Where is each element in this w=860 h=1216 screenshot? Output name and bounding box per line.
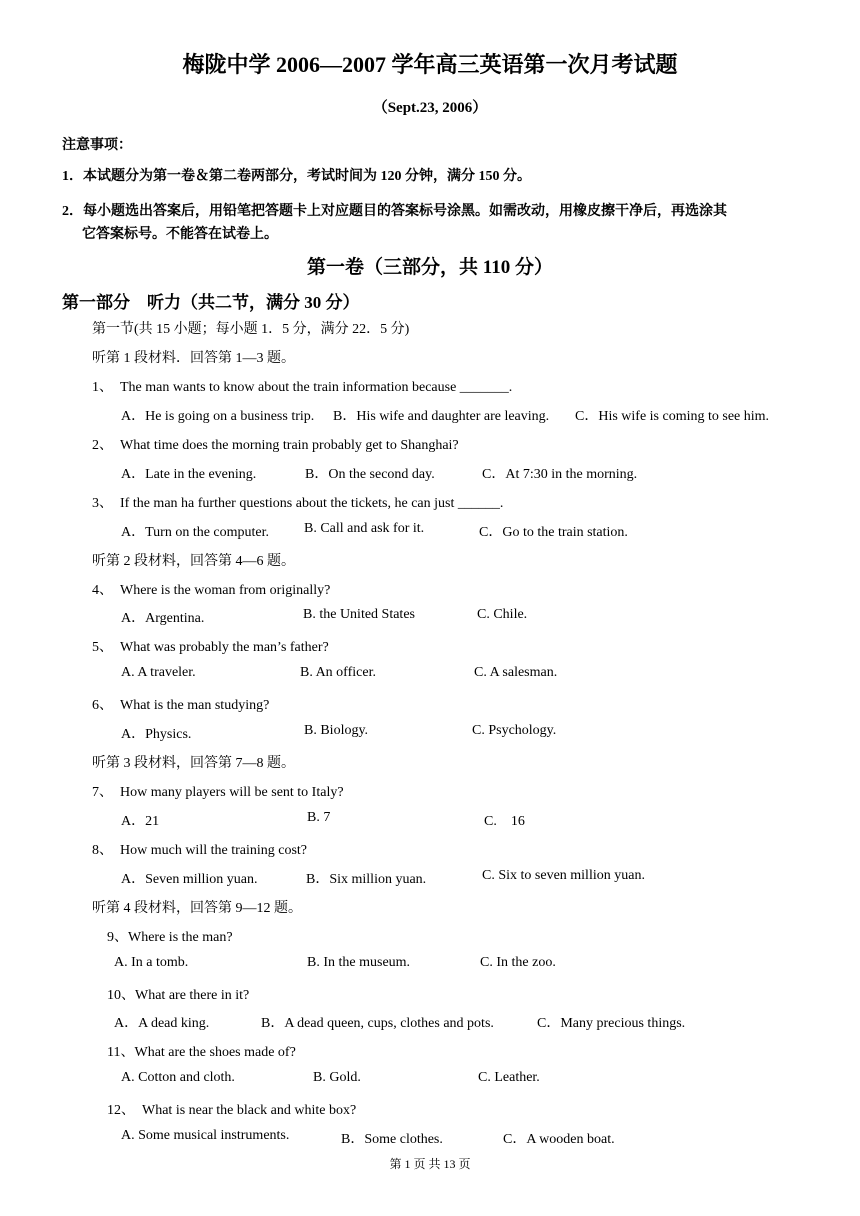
- option-c: C．His wife is coming to see him.: [575, 409, 770, 424]
- option-a: A．21: [121, 814, 160, 829]
- option-a: A. Some musical instruments.: [121, 1128, 290, 1143]
- question-stem: 5、 What was probably the man’s father?: [92, 640, 329, 655]
- exam-date: （Sept.23, 2006）: [372, 100, 488, 116]
- option-a: A. Cotton and cloth.: [121, 1070, 235, 1085]
- option-b: B. Biology.: [304, 723, 369, 738]
- notice-item-2-line-2: 它答案标号。不能答在试卷上。: [82, 227, 278, 242]
- option-a: A．Turn on the computer.: [121, 525, 270, 540]
- group-instruction: 听第 1 段材料．回答第 1—3 题。: [92, 351, 295, 366]
- part-title: 第一部分 听力（共二节，满分 30 分）: [62, 293, 360, 312]
- question-stem: 8、 How much will the training cost?: [92, 843, 308, 858]
- option-c: C. Psychology.: [472, 723, 557, 738]
- notice-heading: 注意事项：: [62, 138, 132, 153]
- question-stem: 1、 The man wants to know about the train information because _______.: [92, 380, 513, 395]
- option-a: A．Seven million yuan.: [121, 872, 258, 887]
- option-c: C. 16: [484, 814, 525, 829]
- option-a: A．A dead king.: [114, 1016, 210, 1031]
- option-c: C. Leather.: [478, 1070, 540, 1085]
- option-a: A. A traveler.: [121, 665, 196, 680]
- option-a: A．Argentina.: [121, 611, 205, 626]
- notice-item-2-line-1: 2．每小题选出答案后，用铅笔把答题卡上对应题目的答案标号涂黑。如需改动，用橡皮擦干净后，再选涂其: [62, 204, 727, 219]
- option-b: B. In the museum.: [307, 955, 411, 970]
- group-instruction: 听第 4 段材料，回答第 9—12 题。: [92, 901, 302, 916]
- volume-title: 第一卷（三部分，共 110 分）: [307, 257, 553, 278]
- option-b: B．On the second day.: [305, 467, 435, 482]
- option-a: A．Late in the evening.: [121, 467, 257, 482]
- question-stem: 12、 What is near the black and white box?: [107, 1103, 357, 1118]
- section-title: 第一节(共 15 小题；每小题 1．5 分，满分 22．5 分): [92, 322, 410, 337]
- option-b: B. 7: [307, 810, 331, 825]
- group-instruction: 听第 2 段材料，回答第 4—6 题。: [92, 554, 295, 569]
- option-c: C．At 7:30 in the morning.: [482, 467, 638, 482]
- page-title: 梅陇中学 2006—2007 学年高三英语第一次月考试题: [182, 52, 678, 77]
- option-c: C. Six to seven million yuan.: [482, 868, 645, 883]
- option-b: B．A dead queen, cups, clothes and pots.: [261, 1016, 494, 1031]
- option-c: C．Many precious things.: [537, 1016, 686, 1031]
- question-stem: 7、 How many players will be sent to Italy?: [92, 785, 344, 800]
- question-stem: 11、What are the shoes made of?: [107, 1045, 296, 1060]
- option-c: C. Chile.: [477, 607, 528, 622]
- question-stem: 2、 What time does the morning train probably get to Shanghai?: [92, 438, 459, 453]
- option-b: B．Some clothes.: [341, 1132, 443, 1147]
- question-stem: 4、 Where is the woman from originally?: [92, 583, 331, 598]
- question-stem: 10、What are there in it?: [107, 988, 250, 1003]
- group-instruction: 听第 3 段材料，回答第 7—8 题。: [92, 756, 295, 771]
- option-c: C. In the zoo.: [480, 955, 556, 970]
- option-a: A. In a tomb.: [114, 955, 189, 970]
- option-b: B. Call and ask for it.: [304, 521, 425, 536]
- page-footer: 第 1 页 共 13 页: [389, 1157, 471, 1171]
- option-c: C. A salesman.: [474, 665, 558, 680]
- option-b: B．Six million yuan.: [306, 872, 427, 887]
- option-a: A．Physics.: [121, 727, 192, 742]
- question-stem: 9、Where is the man?: [107, 930, 233, 945]
- question-stem: 3、 If the man ha further questions about the tickets, he can just ______.: [92, 496, 504, 511]
- option-b: B. the United States: [303, 607, 415, 622]
- option-c: C．A wooden boat.: [503, 1132, 615, 1147]
- option-b: B. An officer.: [300, 665, 376, 680]
- option-b: B. Gold.: [313, 1070, 361, 1085]
- option-a: A．He is going on a business trip.: [121, 409, 315, 424]
- option-c: C．Go to the train station.: [479, 525, 628, 540]
- option-b: B．His wife and daughter are leaving.: [333, 409, 550, 424]
- notice-item-1: 1．本试题分为第一卷＆第二卷两部分，考试时间为 120 分钟，满分 150 分。: [62, 169, 531, 184]
- question-stem: 6、 What is the man studying?: [92, 698, 270, 713]
